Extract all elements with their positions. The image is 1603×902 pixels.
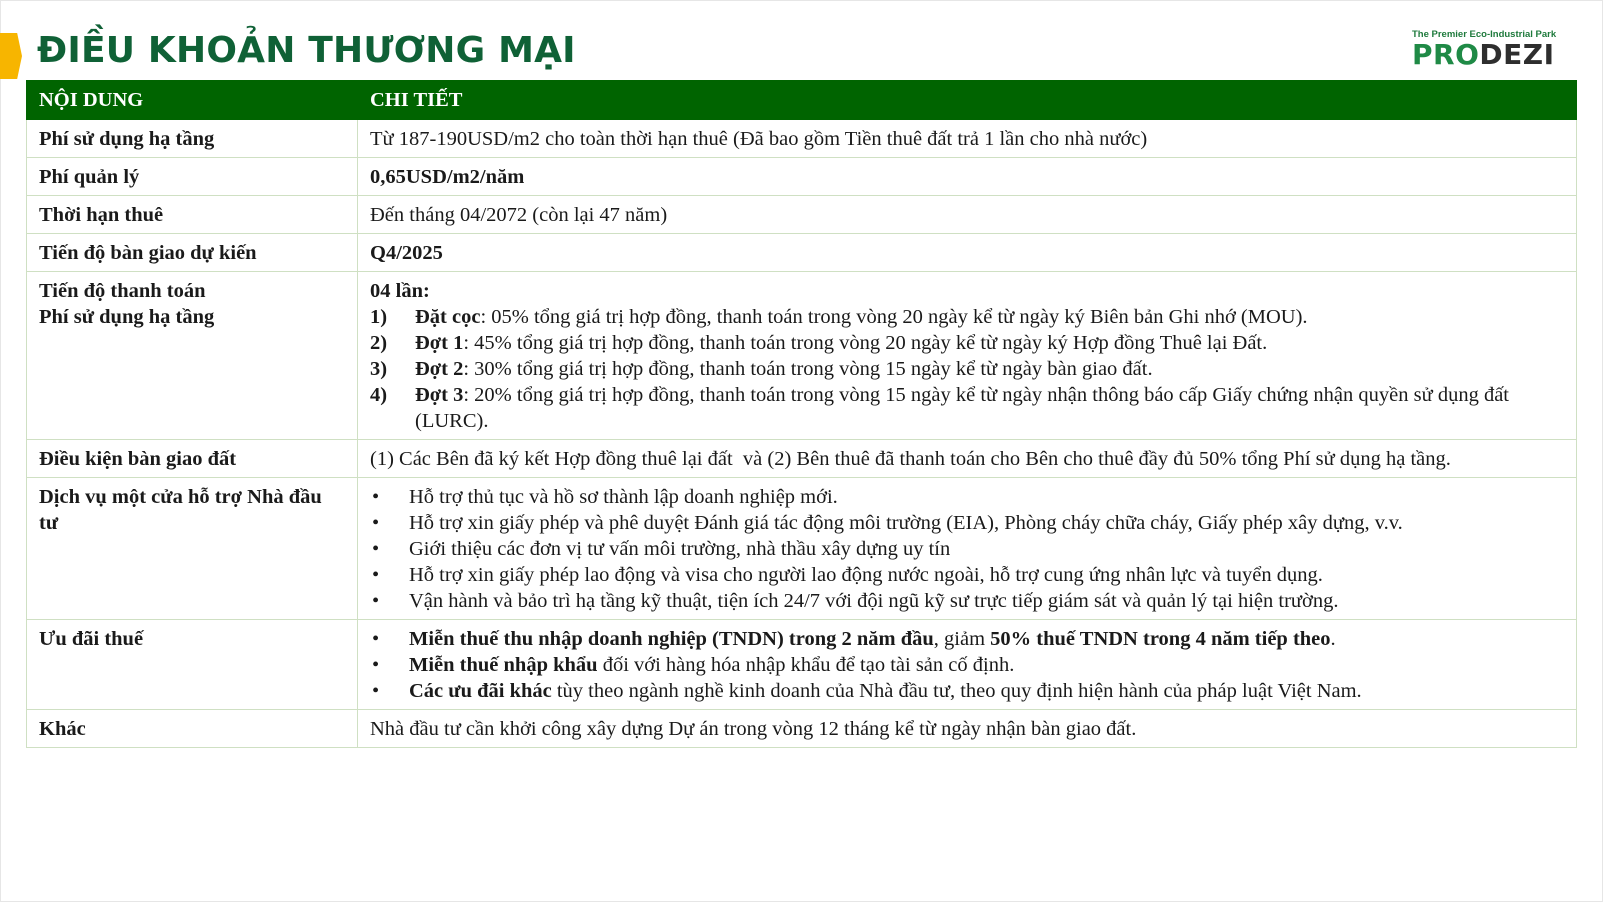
item-text: Hỗ trợ thủ tục và hồ sơ thành lập doanh nghiệp mới. [409, 486, 838, 508]
payment-intro: 04 lần: [370, 280, 430, 302]
row-label [27, 272, 358, 440]
row-label: Phí sử dụng hạ tầng [27, 120, 358, 158]
list-item [370, 330, 1564, 356]
prodezi-logo [1412, 29, 1572, 70]
row-label: Thời hạn thuê [27, 196, 358, 234]
item-bold: Miễn thuế nhập khẩu [409, 654, 598, 676]
table-header-row [27, 81, 1577, 120]
item-bold: Các ưu đãi khác [409, 680, 552, 702]
row-label: Dịch vụ một cửa hỗ trợ Nhà đầu tư [27, 478, 358, 620]
list-item [370, 382, 1564, 434]
table-row-mgmt-fee [27, 158, 1577, 196]
list-item [370, 588, 1564, 614]
item-text [415, 304, 1308, 330]
item-text [415, 356, 1153, 382]
item-text: Giới thiệu các đơn vị tư vấn môi trường, nhà thầu xây dựng uy tín [409, 538, 951, 560]
table-row-one-stop-service [27, 478, 1577, 620]
commercial-terms-table [26, 80, 1577, 748]
item-text [409, 652, 1014, 678]
list-item [370, 510, 1564, 536]
logo-tagline: The Premier Eco-Industrial Park [1412, 29, 1557, 40]
item-bold: Đợt 1 [415, 332, 464, 354]
row-value: Nhà đầu tư cần khởi công xây dựng Dự án trong vòng 12 tháng kể từ ngày nhận bàn giao đất. [358, 710, 1577, 748]
list-item [370, 652, 1564, 678]
item-number: 3) [370, 358, 388, 380]
page-title: ĐIỀU KHOẢN THƯƠNG MẠI [37, 30, 576, 71]
list-item [370, 356, 1564, 382]
bullet-icon: • [372, 486, 380, 508]
row-value: Q4/2025 [358, 234, 1577, 272]
list-item [370, 304, 1564, 330]
bullet-icon: • [372, 654, 380, 676]
table-row-handover-conditions [27, 440, 1577, 478]
row-label: Ưu đãi thuế [27, 620, 358, 710]
logo-wordmark [1412, 40, 1572, 70]
row-label: Khác [27, 710, 358, 748]
table-row-tax-incentives [27, 620, 1577, 710]
row-value [358, 478, 1577, 620]
table-row-handover [27, 234, 1577, 272]
table-row-payment [27, 272, 1577, 440]
item-number: 2) [370, 332, 388, 354]
item-rest: : 30% tổng giá trị hợp đồng, thanh toán trong vòng 15 ngày kể từ ngày bàn giao đất. [463, 358, 1153, 380]
item-rest: tùy theo ngành nghề kinh doanh của Nhà đầu tư, theo quy định hiện hành của pháp luật Việt Nam. [551, 680, 1362, 702]
bullet-icon: • [372, 590, 380, 612]
item-text: Hỗ trợ xin giấy phép lao động và visa cho người lao động nước ngoài, hỗ trợ cung ứng nhân lực và tuyển dụng. [409, 564, 1323, 586]
row-label: Điều kiện bàn giao đất [27, 440, 358, 478]
list-item [370, 484, 1564, 510]
table-row-other [27, 710, 1577, 748]
item-rest: . [1330, 628, 1336, 650]
item-rest: : 20% tổng giá trị hợp đồng, thanh toán trong vòng 15 ngày kể từ ngày nhận thông báo cấp Giấy chứng nhận quyền sử dụng đất (LURC). [415, 384, 1509, 432]
payment-list [370, 304, 1564, 434]
row-label-line: Tiến độ thanh toán [39, 280, 206, 302]
column-header-detail: CHI TIẾT [358, 81, 1577, 120]
item-rest: : 45% tổng giá trị hợp đồng, thanh toán trong vòng 20 ngày kể từ ngày ký Hợp đồng Thuê lại Đất. [463, 332, 1268, 354]
item-text [415, 382, 1564, 434]
item-text: Hỗ trợ xin giấy phép và phê duyệt Đánh giá tác động môi trường (EIA), Phòng cháy chữa cháy, Giấy phép xây dựng, v.v. [409, 512, 1403, 534]
bullet-icon: • [372, 538, 380, 560]
item-rest: : 05% tổng giá trị hợp đồng, thanh toán trong vòng 20 ngày kể từ ngày ký Biên bản Ghi nhớ (MOU). [480, 306, 1308, 328]
row-value: (1) Các Bên đã ký kết Hợp đồng thuê lại đất và (2) Bên thuê đã thanh toán cho Bên cho thuê đầy đủ 50% tổng Phí sử dụng hạ tầng. [358, 440, 1577, 478]
item-bold: Đợt 3 [415, 384, 464, 406]
bullet-icon: • [372, 564, 380, 586]
item-bold: Miễn thuế thu nhập doanh nghiệp (TNDN) trong 2 năm đầu [409, 628, 934, 650]
tax-list [370, 626, 1564, 704]
bullet-icon: • [372, 628, 380, 650]
row-label-line: Phí sử dụng hạ tầng [39, 306, 215, 328]
logo-wordmark-dark: DEZI [1479, 38, 1555, 71]
item-text: Vận hành và bảo trì hạ tầng kỹ thuật, tiện ích 24/7 với đội ngũ kỹ sư trực tiếp giám sát và quản lý tại hiện trường. [409, 590, 1339, 612]
item-bold: Đặt cọc [415, 306, 481, 328]
row-value: Từ 187-190USD/m2 cho toàn thời hạn thuê (Đã bao gồm Tiền thuê đất trả 1 lần cho nhà nước) [358, 120, 1577, 158]
item-bold: Đợt 2 [415, 358, 464, 380]
column-header-content: NỘI DUNG [27, 81, 358, 120]
bullet-icon: • [372, 512, 380, 534]
item-rest: , giảm [933, 628, 991, 650]
row-value [358, 620, 1577, 710]
item-number: 1) [370, 306, 388, 328]
table-row-infra-fee [27, 120, 1577, 158]
row-label: Tiến độ bàn giao dự kiến [27, 234, 358, 272]
row-label: Phí quản lý [27, 158, 358, 196]
row-value [358, 272, 1577, 440]
list-item [370, 562, 1564, 588]
list-item [370, 536, 1564, 562]
list-item [370, 678, 1564, 704]
list-item [370, 626, 1564, 652]
item-text [409, 678, 1362, 704]
item-text [409, 626, 1336, 652]
item-number: 4) [370, 384, 388, 406]
item-text [415, 330, 1267, 356]
bullet-icon: • [372, 680, 380, 702]
service-list [370, 484, 1564, 614]
logo-wordmark-green: PRO [1412, 38, 1480, 71]
item-bold: 50% thuế TNDN trong 4 năm tiếp theo [990, 628, 1331, 650]
row-value: Đến tháng 04/2072 (còn lại 47 năm) [358, 196, 1577, 234]
row-value: 0,65USD/m2/năm [358, 158, 1577, 196]
item-rest: đối với hàng hóa nhập khẩu để tạo tài sản cố định. [597, 654, 1015, 676]
table-row-lease-term [27, 196, 1577, 234]
